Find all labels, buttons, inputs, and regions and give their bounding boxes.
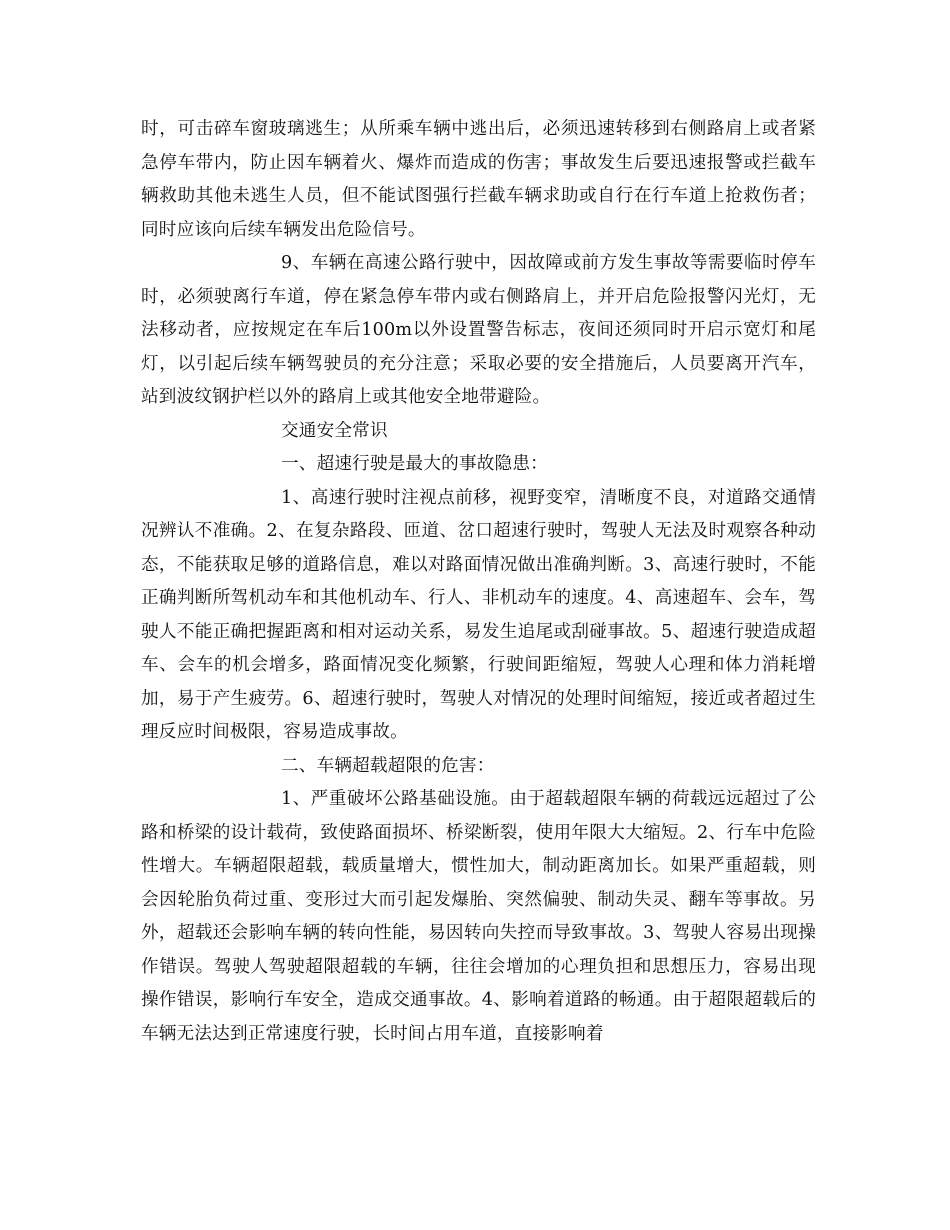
paragraph-overload-details: 1、严重破坏公路基础设施。由于超载超限车辆的荷载远远超过了公路和桥梁的设计载荷，致使路面损坏、桥梁断裂，使用年限大大缩短。2、行车中危险性增大。车辆超限超载，载质量增大，惯性加大，制动距离加长。如果严重超载，则会因轮胎负荷过重、变形过大而引起发爆胎、突然偏驶、制动失灵、翻车等事故。另外，超载还会影响车辆的转向性能，易因转向失控而导致事故。3、驾驶人容易出现操作错误。驾驶人驾驶超限超载的车辆，往往会增加的心理负担和思想压力，容易出现操作错误，影响行车安全，造成交通事故。4、影响着道路的畅通。由于超限超载后的车辆无法达到正常速度行驶，长时间占用车道，直接影响着 [141,789,816,1044]
document-body [141,113,816,1051]
paragraph-escape-continuation: 时，可击碎车窗玻璃逃生；从所乘车辆中逃出后，必须迅速转移到右侧路肩上或者紧急停车带内，防止因车辆着火、爆炸而造成的伤害；事故发生后要迅速报警或拦截车辆救助其他未逃生人员，但不能试图强行拦截车辆求助或自行在行车道上抢救伤者；同时应该向后续车辆发出危险信号。 [141,119,816,240]
paragraph-speeding-details: 1、高速行驶时注视点前移，视野变窄，清晰度不良，对道路交通情况辨认不准确。2、在复杂路段、匝道、岔口超速行驶时，驾驶人无法及时观察各种动态，不能获取足够的道路信息，难以对路面情况做出准确判断。3、高速行驶时，不能正确判断所驾机动车和其他机动车、行人、非机动车的速度。4、高速超车、会车，驾驶人不能正确把握距离和相对运动关系，易发生追尾或刮碰事故。5、超速行驶造成超车、会车的机会增多，路面情况变化频繁，行驶间距缩短，驾驶人心理和体力消耗增加，易于产生疲劳。6、超速行驶时，驾驶人对情况的处理时间缩短，接近或者超过生理反应时间极限，容易造成事故。 [141,487,816,742]
subheading-overload: 二、车辆超载超限的危害： [281,755,495,776]
subheading-speeding: 一、超速行驶是最大的事故隐患： [281,454,548,474]
section-heading-traffic-safety: 交通安全常识 [281,420,388,441]
paragraph-emergency-stop: 9、车辆在高速公路行驶中，因故障或前方发生事故等需要临时停车时，必须驶离行车道，停在紧急停车带内或右侧路肩上，并开启危险报警闪光灯，无法移动者，应按规定在车后100m以外设置警告标志，夜间还须同时开启示宽灯和尾灯，以引起后续车辆驾驶员的充分注意；采取必要的安全措施后，人员要离开汽车，站到波纹钢护栏以外的路肩上或其他安全地带避险。 [141,253,816,407]
